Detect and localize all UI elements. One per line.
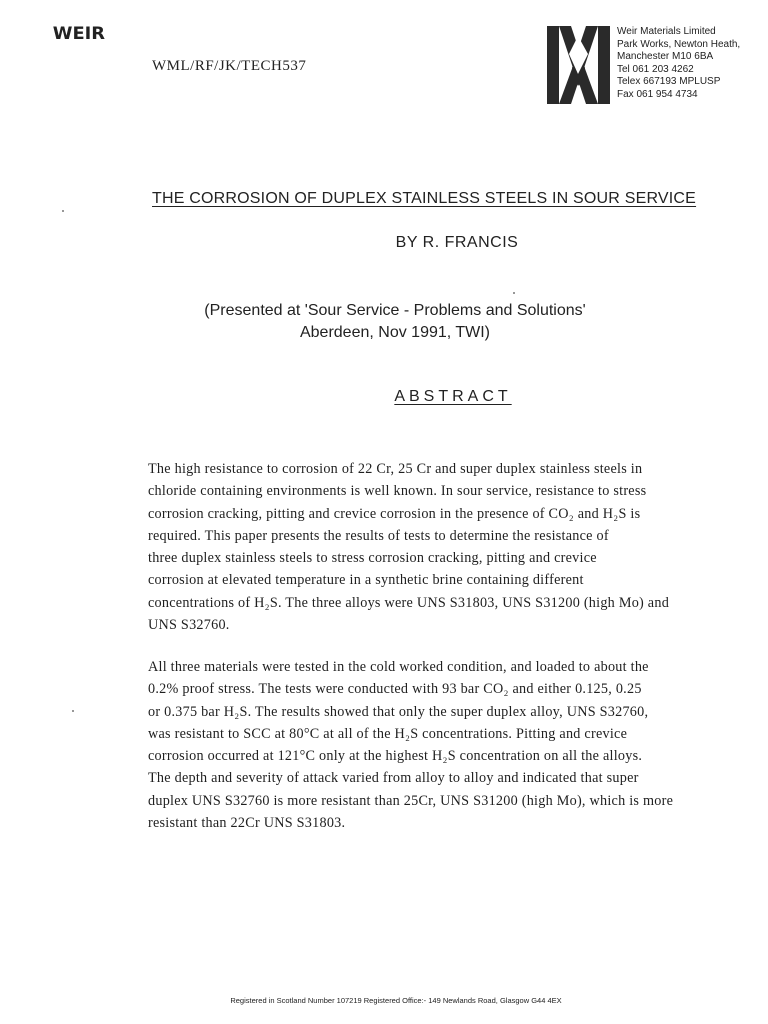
text-line: corrosion cracking, pitting and crevice corrosion in the presence of CO₂ and H₂S is [148, 505, 641, 522]
text-line: 0.2% proof stress. The tests were conducted with 93 bar CO₂ and either 0.125, 0.25 [148, 681, 642, 698]
scan-speck [62, 210, 64, 212]
document-title: THE CORROSION OF DUPLEX STAINLESS STEELS IN SOUR SERVICE [152, 190, 697, 207]
abstract-paragraph-1 [148, 458, 738, 636]
address-line: Telex 667193 MPLUSP [617, 76, 721, 88]
text-line: required. This paper presents the results of tests to determine the resistance of [148, 527, 609, 544]
text-line: or 0.375 bar H₂S. The results showed that only the super duplex alloy, UNS S32760, [148, 703, 649, 720]
address-line: Tel 061 203 4262 [617, 63, 694, 75]
text-line: duplex UNS S32760 is more resistant than 25Cr, UNS S31200 (high Mo), which is more [148, 792, 674, 809]
abstract-heading: ABSTRACT [394, 388, 512, 405]
address-line: Park Works, Newton Heath, [617, 38, 741, 50]
presented-line: Aberdeen, Nov 1991, TWI) [299, 324, 491, 341]
document-reference: WML/RF/JK/TECH537 [152, 58, 307, 74]
presented-note [0, 300, 768, 344]
author-line: BY R. FRANCIS [395, 234, 519, 251]
text-line: All three materials were tested in the cold worked condition, and loaded to about the [148, 659, 649, 675]
address-line: Fax 061 954 4734 [617, 88, 698, 100]
text-line: three duplex stainless steels to stress corrosion cracking, pitting and crevice [148, 550, 597, 567]
text-line: corrosion at elevated temperature in a synthetic brine containing different [148, 572, 584, 589]
text-line: chloride containing environments is well known. In sour service, resistance to stress [148, 483, 647, 500]
text-line: resistant than 22Cr UNS S31803. [148, 815, 346, 832]
text-line: corrosion occurred at 121°C only at the highest H₂S concentration on all the alloys. [148, 748, 643, 765]
text-line: UNS S32760. [148, 617, 230, 634]
weir-wm-monogram-icon [545, 26, 612, 104]
weir-logo: WEIR [52, 24, 106, 44]
scan-speck [72, 710, 74, 712]
text-line: The high resistance to corrosion of 22 Cr, 25 Cr and super duplex stainless steels in [148, 461, 643, 477]
text-line: The depth and severity of attack varied from alloy to alloy and indicated that super [148, 770, 639, 787]
address-line: Weir Materials Limited [617, 26, 716, 37]
address-line: Manchester M10 6BA [617, 51, 714, 63]
presented-line: (Presented at 'Sour Service - Problems and Solutions' [204, 302, 586, 319]
page-footer: Registered in Scotland Number 107219 Registered Office:- 149 Newlands Road, Glasgow G44 4EX [230, 996, 562, 1005]
text-line: was resistant to SCC at 80°C at all of the H₂S concentrations. Pitting and crevice [148, 725, 628, 742]
text-line: concentrations of H₂S. The three alloys were UNS S31803, UNS S31200 (high Mo) and [148, 594, 670, 611]
company-address [617, 26, 740, 102]
abstract-paragraph-2 [148, 656, 738, 834]
scan-speck [513, 292, 515, 294]
